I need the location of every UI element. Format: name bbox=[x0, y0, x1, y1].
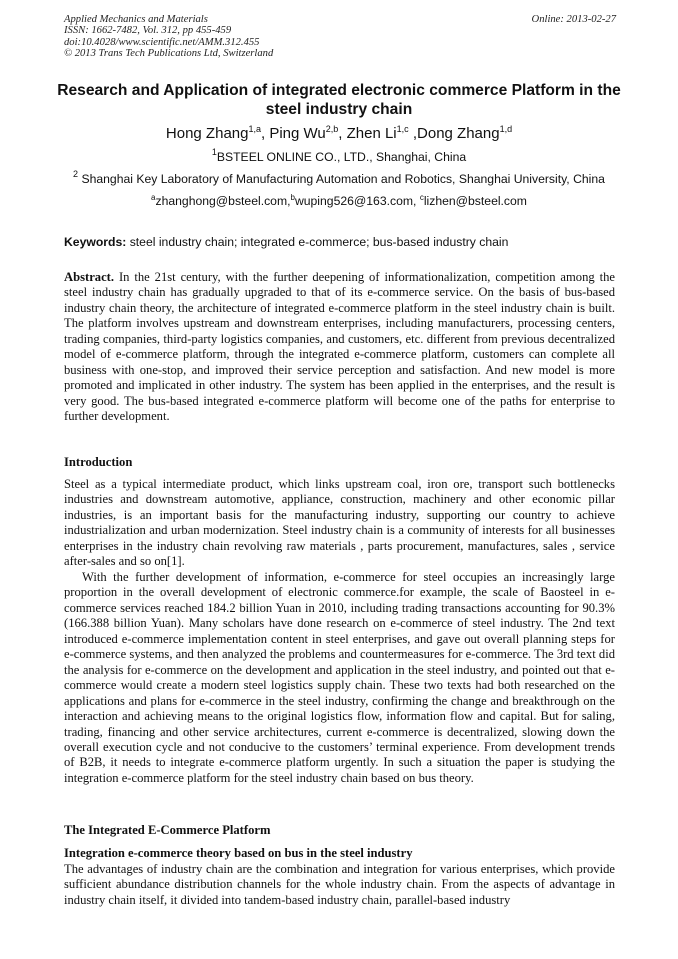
theory-paragraph: The advantages of industry chain are the combination and integration for various enterprises, which provide sufficient abundance distribution channels for the whole industry chain. From the aspects of advantage in industry chain itself, it divided into tandem-based industry chain, parallel-based industry bbox=[64, 862, 615, 907]
author-emails bbox=[56, 194, 622, 209]
abstract-label: Abstract. bbox=[64, 270, 115, 284]
online-date: Online: 2013-02-27 bbox=[531, 14, 616, 25]
abstract-text: In the 21st century, with the further deepening of informationalization, competition among the steel industry chain has gradually upgraded to that of its e-commerce service. On the basis of bus-based industry chain theory, the architecture of integrated e-commerce platform in the steel industry chain is built. The platform involves upstream and downstream enterprises, including manufacturers, processing centers, trading companies, third-party logistics companies, and customers, etc. different from previous decentralized model of e-commerce platform, through the integrated e-commerce platform, customers can complete all business with one-stop, and improved their service perception and satisfaction. And new model is more promoted and implicated in other industry. The system has been applied in the enterprises, and the result is very good. The bus-based integrated e-commerce platform will become one of the paths for enterprise to further development. bbox=[64, 270, 615, 424]
author-name: Hong Zhang bbox=[165, 125, 249, 142]
intro-paragraph-2: With the further development of information, e-commerce for steel occupies an increasingly large proportion in the overall development of electronic commerce.for example, the scale of Baosteel in e-commerce services reached 184.2 billion Yuan in 2010, including trading transactions accounting for 90.3% (166.388 billion Yuan). Many scholars have done research on e-commerce of steel industry. The 2nd text introduced e-commerce implementation content in steel enterprises, and gave out overall planning steps for e-commerce systems, and then analyzed the problems and countermeasures for e-commerce. The 3rd text did the analysis for e-commerce on the development and application in the steel industry, and pointed out that e-commerce would create a modern steel logistics supply chain. These two texts had both researched on the applications and plans for e-commerce in the steel industry, confirming the change and breakthrough on the interaction and achieving means to the original logistics flow, information flow and capital. But for saling, trading, financing and other service architectures, current e-commerce is decentralized, slowing down the overall execution cycle and not conducive to the customers’ terminal experience. From development trends of B2B, it needs to integrate e-commerce platform urgently. In such a situation the paper is studying the integration e-commerce platform for the steel industry chain based on bus theory. bbox=[64, 570, 615, 785]
author-affil-sup: 1,a bbox=[248, 124, 261, 134]
abstract bbox=[64, 270, 615, 425]
email-address[interactable]: lizhen@bsteel.com bbox=[423, 194, 527, 208]
keywords bbox=[64, 235, 624, 250]
intro-paragraph-1: Steel as a typical intermediate product, which links upstream coal, iron ore, transport such bottlenecks industries and downstream automotive, appliance, construction, machinery and other economic pillar industries, is an important basis for the manufacturing industry, supporting our country to achieve industrialization and urban modernization. Steel industry chain is a community of interests for all businesses enterprises in the industry chain revolving raw materials , parts procurement, manufactures, sales , service after-sales and so on[1]. bbox=[64, 477, 615, 569]
journal-name: Applied Mechanics and Materials bbox=[64, 14, 208, 25]
email-address[interactable]: zhanghong@bsteel.com, bbox=[155, 194, 291, 208]
keywords-text: steel industry chain; integrated e-commerce; bus-based industry chain bbox=[129, 235, 509, 249]
doi-line: doi:10.4028/www.scientific.net/AMM.312.455 bbox=[64, 36, 260, 48]
issn-line: ISSN: 1662-7482, Vol. 312, pp 455-459 bbox=[64, 25, 232, 37]
subsection-heading-theory: Integration e-commerce theory based on bus in the steel industry bbox=[64, 846, 413, 860]
author-affil-sup: 1,c bbox=[396, 124, 409, 134]
copyright-line: © 2013 Trans Tech Publications Ltd, Switzerland bbox=[64, 48, 274, 60]
author-list: Hong Zhang$^{1,a}$, Ping Wu$^{2,b}$, Zhen Li$^{1,c}$ ,Dong Zhang$^{1,d}$ bbox=[165, 124, 513, 142]
affiliation-sup: 2 bbox=[73, 169, 79, 179]
affiliation-1 bbox=[56, 147, 622, 165]
journal-header bbox=[64, 14, 616, 60]
email-sup: c bbox=[419, 193, 424, 202]
author-affil-sup: 2,b bbox=[325, 124, 339, 134]
email-sup: a bbox=[151, 193, 156, 202]
affiliation-2 bbox=[56, 169, 622, 187]
affiliation-text: Shanghai Key Laboratory of Manufacturing Automation and Robotics, Shanghai University, China bbox=[81, 172, 605, 186]
author-affil-sup: 1,d bbox=[499, 124, 513, 134]
section-heading-introduction: Introduction bbox=[64, 455, 133, 469]
author-name: Dong Zhang bbox=[417, 125, 500, 142]
section-heading-platform: The Integrated E-Commerce Platform bbox=[64, 823, 271, 837]
paper-title: Research and Application of integrated electronic commerce Platform in the steel industry chain bbox=[57, 82, 621, 118]
email-sup: b bbox=[290, 193, 295, 202]
keywords-label: Keywords: bbox=[64, 235, 127, 249]
affiliation-sup: 1 bbox=[211, 147, 217, 157]
author-name: Zhen Li bbox=[346, 125, 397, 142]
email-address[interactable]: wuping526@163.com, bbox=[294, 194, 417, 208]
author-name: Ping Wu bbox=[269, 125, 326, 142]
affiliation-text: BSTEEL ONLINE CO., LTD., Shanghai, China bbox=[216, 150, 467, 164]
